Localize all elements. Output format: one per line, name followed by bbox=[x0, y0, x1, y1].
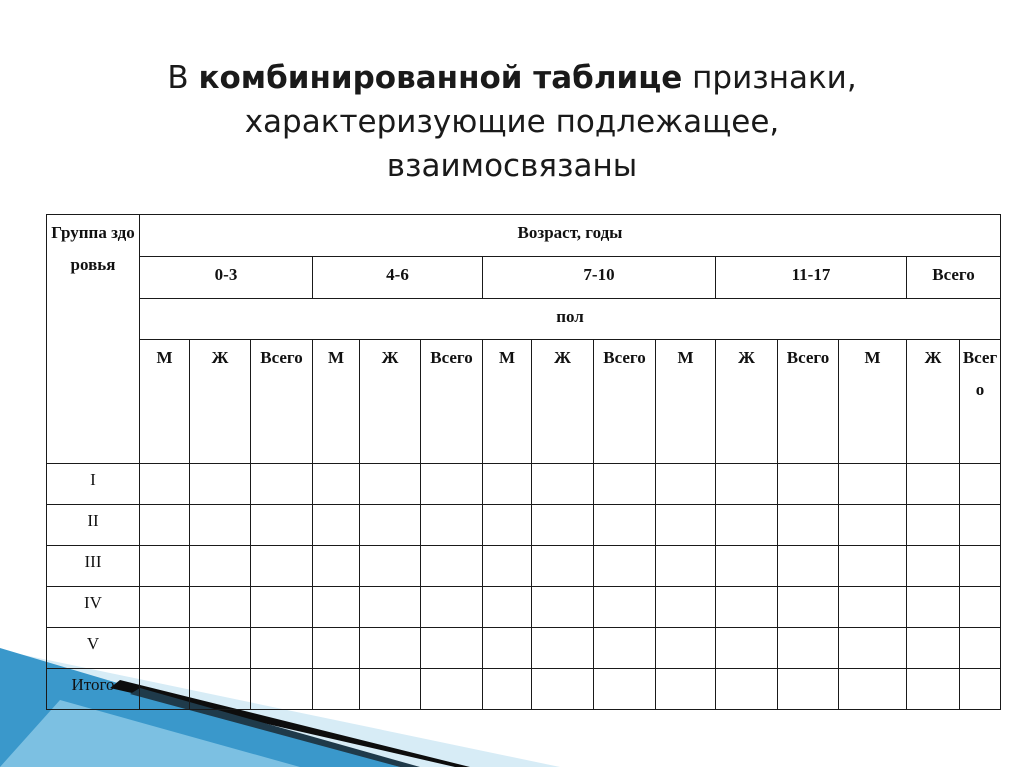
group-health-header: Группа здоровья bbox=[47, 215, 140, 464]
table-cell bbox=[594, 669, 656, 710]
sex-label-7: Ж bbox=[532, 340, 594, 464]
title-line-1 bbox=[0, 56, 1024, 100]
row-label: IV bbox=[47, 587, 140, 628]
table-cell bbox=[421, 628, 483, 669]
sex-label-11: Всего bbox=[778, 340, 839, 464]
table-cell bbox=[421, 669, 483, 710]
table-body bbox=[47, 464, 1001, 710]
table-cell bbox=[907, 505, 960, 546]
sex-label-12: М bbox=[839, 340, 907, 464]
table-cell bbox=[960, 587, 1001, 628]
table-cell bbox=[360, 546, 421, 587]
table-cell bbox=[716, 464, 778, 505]
table-cell bbox=[907, 546, 960, 587]
table-cell bbox=[778, 669, 839, 710]
table-cell bbox=[594, 587, 656, 628]
table-cell bbox=[313, 464, 360, 505]
table-cell bbox=[360, 464, 421, 505]
table-cell bbox=[839, 546, 907, 587]
table-cell bbox=[532, 505, 594, 546]
sex-label-13: Ж bbox=[907, 340, 960, 464]
row-label: III bbox=[47, 546, 140, 587]
table-cell bbox=[140, 505, 190, 546]
table-cell bbox=[313, 587, 360, 628]
table-cell bbox=[839, 587, 907, 628]
sex-label-14: Всего bbox=[960, 340, 1001, 464]
table-cell bbox=[251, 587, 313, 628]
table-cell bbox=[778, 587, 839, 628]
table-cell bbox=[656, 587, 716, 628]
table-cell bbox=[190, 464, 251, 505]
table-cell bbox=[483, 546, 532, 587]
table-cell bbox=[421, 505, 483, 546]
table-cell bbox=[778, 628, 839, 669]
table-cell bbox=[140, 587, 190, 628]
table-cell bbox=[839, 669, 907, 710]
table-cell bbox=[360, 505, 421, 546]
sex-labels-row bbox=[47, 340, 1001, 464]
table-cell bbox=[421, 546, 483, 587]
table-cell bbox=[594, 505, 656, 546]
table-cell bbox=[960, 464, 1001, 505]
table-cell bbox=[960, 628, 1001, 669]
table-row bbox=[47, 464, 1001, 505]
table-cell bbox=[360, 587, 421, 628]
table-row bbox=[47, 628, 1001, 669]
table-cell bbox=[907, 587, 960, 628]
table-cell bbox=[960, 669, 1001, 710]
table-cell bbox=[483, 669, 532, 710]
sex-label-1: Ж bbox=[190, 340, 251, 464]
table-cell bbox=[483, 587, 532, 628]
table-cell bbox=[190, 628, 251, 669]
table-cell bbox=[532, 669, 594, 710]
table-cell bbox=[140, 669, 190, 710]
table-cell bbox=[313, 669, 360, 710]
table-cell bbox=[532, 464, 594, 505]
age-group-7-10: 7-10 bbox=[483, 257, 716, 299]
combined-table bbox=[46, 214, 1001, 710]
table-cell bbox=[483, 464, 532, 505]
table-cell bbox=[907, 669, 960, 710]
age-header: Возраст, годы bbox=[140, 215, 1001, 257]
table-cell bbox=[907, 464, 960, 505]
title-text-pre: В bbox=[167, 60, 199, 96]
table-row bbox=[47, 669, 1001, 710]
table-cell bbox=[716, 505, 778, 546]
table-cell bbox=[532, 628, 594, 669]
table-cell bbox=[532, 587, 594, 628]
sex-label-9: М bbox=[656, 340, 716, 464]
table-cell bbox=[839, 628, 907, 669]
title-line-2: характеризующие подлежащее, bbox=[244, 104, 780, 140]
table-cell bbox=[716, 587, 778, 628]
sex-label-2: Всего bbox=[251, 340, 313, 464]
table-cell bbox=[190, 669, 251, 710]
table-row bbox=[47, 505, 1001, 546]
age-group-total: Всего bbox=[907, 257, 1001, 299]
sex-label-6: М bbox=[483, 340, 532, 464]
table-cell bbox=[594, 464, 656, 505]
table-cell bbox=[190, 587, 251, 628]
table-cell bbox=[839, 464, 907, 505]
table-cell bbox=[483, 505, 532, 546]
table-cell bbox=[140, 628, 190, 669]
title-text-post: признаки, bbox=[682, 60, 857, 96]
table-cell bbox=[251, 628, 313, 669]
table-cell bbox=[360, 628, 421, 669]
table-cell bbox=[778, 464, 839, 505]
table-cell bbox=[960, 505, 1001, 546]
table-cell bbox=[656, 464, 716, 505]
table-cell bbox=[313, 505, 360, 546]
table-cell bbox=[960, 546, 1001, 587]
table-cell bbox=[313, 628, 360, 669]
table-cell bbox=[483, 628, 532, 669]
table-cell bbox=[140, 464, 190, 505]
table-cell bbox=[251, 669, 313, 710]
sex-label-10: Ж bbox=[716, 340, 778, 464]
table-cell bbox=[421, 587, 483, 628]
title-text-bold: комбинированной таблице bbox=[198, 60, 683, 96]
row-label: I bbox=[47, 464, 140, 505]
age-group-4-6: 4-6 bbox=[313, 257, 483, 299]
table-cell bbox=[716, 669, 778, 710]
sex-label-3: М bbox=[313, 340, 360, 464]
table-cell bbox=[716, 546, 778, 587]
slide-title bbox=[0, 56, 1024, 188]
table-cell bbox=[190, 546, 251, 587]
table-cell bbox=[251, 546, 313, 587]
table-cell bbox=[421, 464, 483, 505]
table-cell bbox=[251, 505, 313, 546]
row-label: II bbox=[47, 505, 140, 546]
table-cell bbox=[778, 505, 839, 546]
table-cell bbox=[839, 505, 907, 546]
table-cell bbox=[594, 546, 656, 587]
table-cell bbox=[656, 669, 716, 710]
table-cell bbox=[716, 628, 778, 669]
table-row bbox=[47, 587, 1001, 628]
table-cell bbox=[594, 628, 656, 669]
table-cell bbox=[656, 546, 716, 587]
sex-label-5: Всего bbox=[421, 340, 483, 464]
sex-header: пол bbox=[140, 299, 1001, 340]
sex-label-4: Ж bbox=[360, 340, 421, 464]
sex-label-0: М bbox=[140, 340, 190, 464]
table-cell bbox=[251, 464, 313, 505]
table-cell bbox=[907, 628, 960, 669]
age-group-11-17: 11-17 bbox=[716, 257, 907, 299]
table-cell bbox=[656, 628, 716, 669]
table-cell bbox=[532, 546, 594, 587]
table-cell bbox=[313, 546, 360, 587]
table-cell bbox=[140, 546, 190, 587]
age-group-0-3: 0-3 bbox=[140, 257, 313, 299]
row-label: V bbox=[47, 628, 140, 669]
table-cell bbox=[190, 505, 251, 546]
sex-label-8: Всего bbox=[594, 340, 656, 464]
title-line-3: взаимосвязаны bbox=[386, 148, 638, 184]
table-row bbox=[47, 546, 1001, 587]
table-cell bbox=[656, 505, 716, 546]
row-label: Итого bbox=[47, 669, 140, 710]
table-cell bbox=[360, 669, 421, 710]
table-cell bbox=[778, 546, 839, 587]
